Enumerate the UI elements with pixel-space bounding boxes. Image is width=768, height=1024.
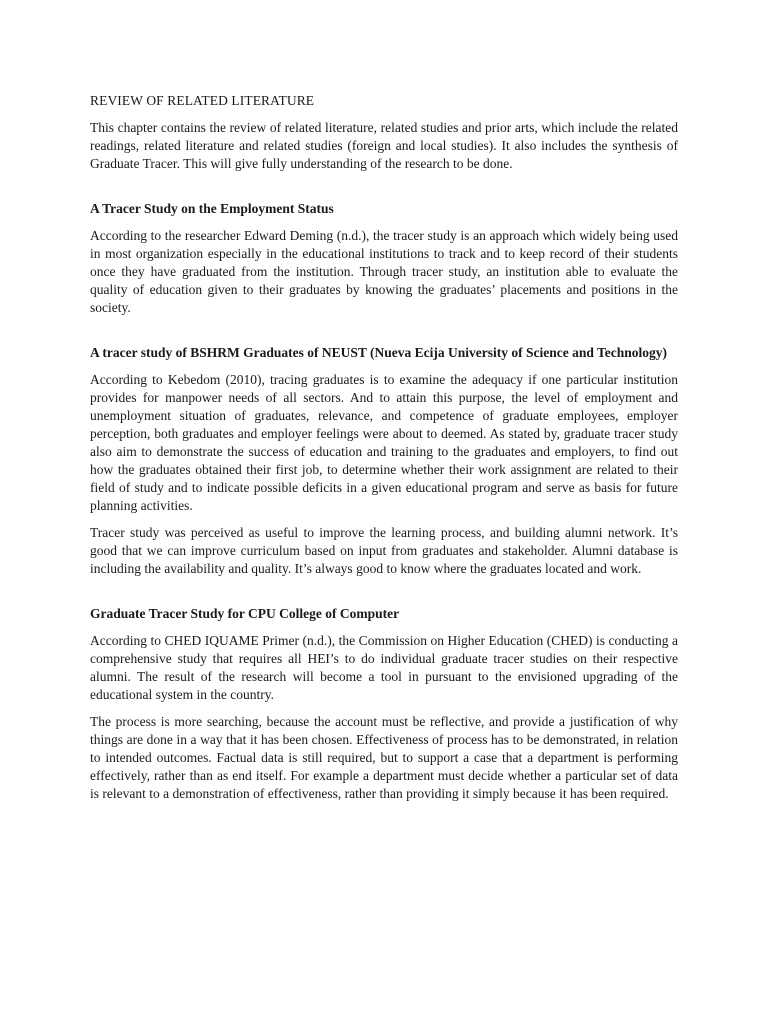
intro-paragraph: This chapter contains the review of related literature, related studies and prior arts, which include the related readings, related literature and related studies (foreign and local studies). It also includes the synthesis of Graduate Tracer. This will give fully understanding of the research to be done.	[90, 120, 678, 171]
section-paragraph: According to Kebedom (2010), tracing graduates is to examine the adequacy if one particular institution provides for manpower needs of all sectors. And to attain this purpose, the level of employment and unemployment situation of graduates, relevance, and competence of graduate employees, employer perception, both graduates and employer feelings were about to deemed. As stated by, graduate tracer study also aim to demonstrate the success of education and training to the graduates and employers, to find out how the graduates obtained their first job, to determine whether their work assignment are related to their field of study and to indicate possible deficits in a given educational program and serve as basis for future planning activities.	[90, 372, 678, 513]
section-paragraph: According to CHED IQUAME Primer (n.d.), the Commission on Higher Education (CHED) is conducting a comprehensive study that requires all HEI’s to do individual graduate tracer studies on their respective alumni. The result of the research will become a tool in pursuant to the envisioned upgrading of the educational system in the country.	[90, 633, 678, 702]
section-heading-employment-status: A Tracer Study on the Employment Status	[90, 201, 334, 216]
section-heading-bshrm-neust: A tracer study of BSHRM Graduates of NEUST (Nueva Ecija University of Science and Technology)	[90, 345, 667, 360]
section-paragraph: Tracer study was perceived as useful to improve the learning process, and building alumni network. It’s good that we can improve curriculum based on input from graduates and stakeholder. Alumni database is including the availability and quality. It’s always good to know where the graduates located and work.	[90, 525, 678, 576]
spacer	[90, 326, 678, 344]
spacer	[90, 182, 678, 200]
spacer	[90, 587, 678, 605]
section-paragraph: According to the researcher Edward Deming (n.d.), the tracer study is an approach which widely being used in most organization especially in the educational institutions to track and to keep record of their students once they have graduated from the institution. Through tracer study, an institution able to evaluate the quality of education given to their graduates by knowing the graduates’ placements and positions in the society.	[90, 228, 678, 315]
section-paragraph: The process is more searching, because the account must be reflective, and provide a justification of why things are done in a way that it has been chosen. Effectiveness of process has to be demonstrated, in relation to intended outcomes. Factual data is still required, but to support a case that a department is performing effectively, rather than as end itself. For example a department must decide whether a particular set of data is relevant to a demonstration of effectiveness, rather than providing it simply because it has been required.	[90, 714, 678, 801]
document-page	[90, 92, 678, 812]
document-title: REVIEW OF RELATED LITERATURE	[90, 93, 315, 108]
section-heading-cpu-college: Graduate Tracer Study for CPU College of Computer	[90, 606, 400, 621]
